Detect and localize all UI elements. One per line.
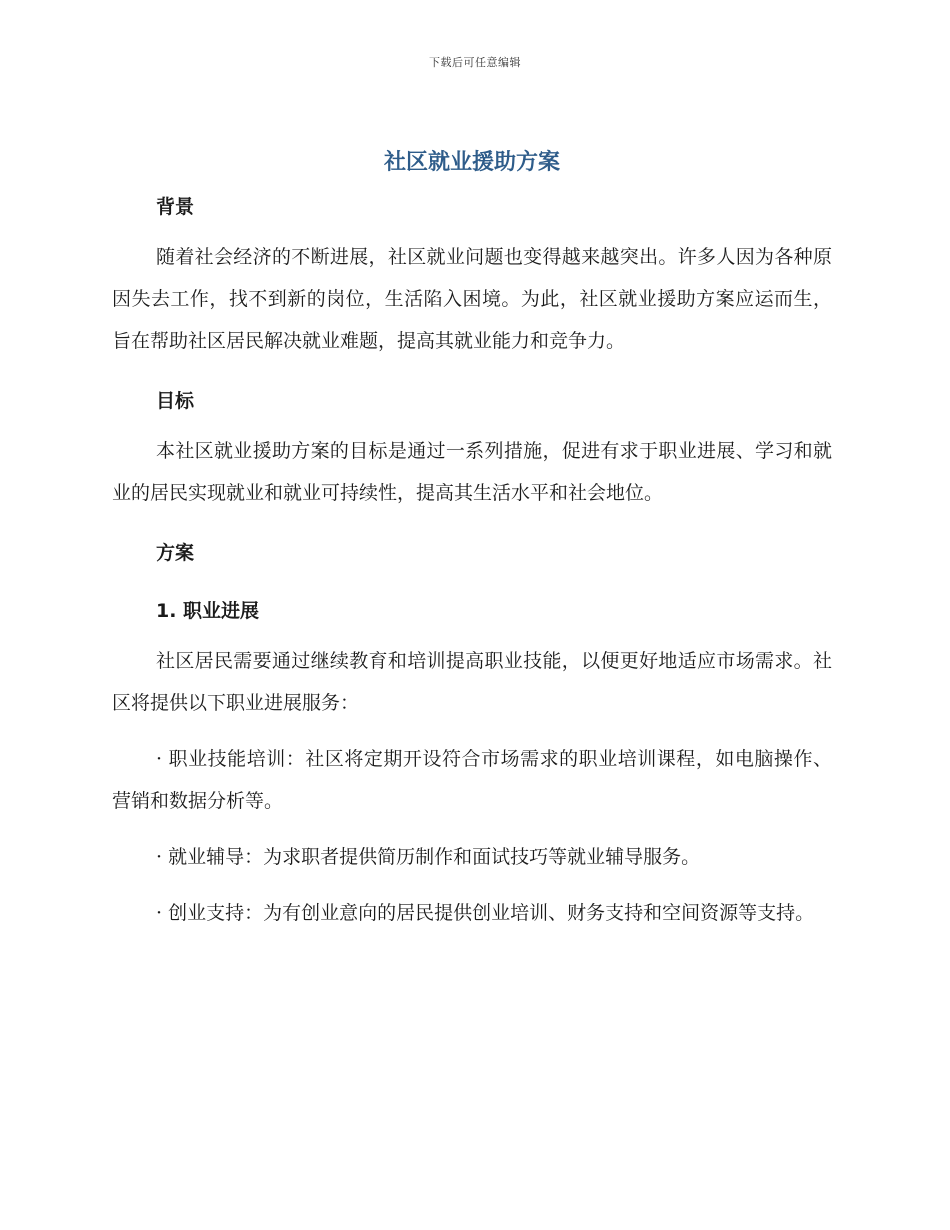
subsection-heading-career: 1. 职业进展 bbox=[156, 600, 260, 622]
header-note: 下载后可任意编辑 bbox=[429, 56, 521, 69]
list-item: · 就业辅导：为求职者提供简历制作和面试技巧等就业辅导服务。 bbox=[156, 846, 701, 868]
document-content bbox=[112, 146, 832, 934]
section-heading-plan: 方案 bbox=[156, 542, 195, 564]
list-item: · 创业支持：为有创业意向的居民提供创业培训、财务支持和空间资源等支持。 bbox=[156, 902, 815, 924]
section-heading-background: 背景 bbox=[156, 196, 195, 218]
background-paragraph: 随着社会经济的不断进展，社区就业问题也变得越来越突出。许多人因为各种原因失去工作，找不到新的岗位，生活陷入困境。为此，社区就业援助方案应运而生，旨在帮助社区居民解决就业难题，提高其就业能力和竞争力。 bbox=[112, 246, 832, 352]
goal-paragraph: 本社区就业援助方案的目标是通过一系列措施，促进有求于职业进展、学习和就业的居民实现就业和就业可持续性，提高其生活水平和社会地位。 bbox=[112, 440, 832, 504]
career-intro-paragraph: 社区居民需要通过继续教育和培训提高职业技能，以便更好地适应市场需求。社区将提供以下职业进展服务： bbox=[112, 650, 832, 714]
document-title: 社区就业援助方案 bbox=[383, 150, 560, 175]
section-heading-goal: 目标 bbox=[156, 390, 195, 412]
list-item: · 职业技能培训：社区将定期开设符合市场需求的职业培训课程，如电脑操作、营销和数据分析等。 bbox=[112, 748, 832, 812]
